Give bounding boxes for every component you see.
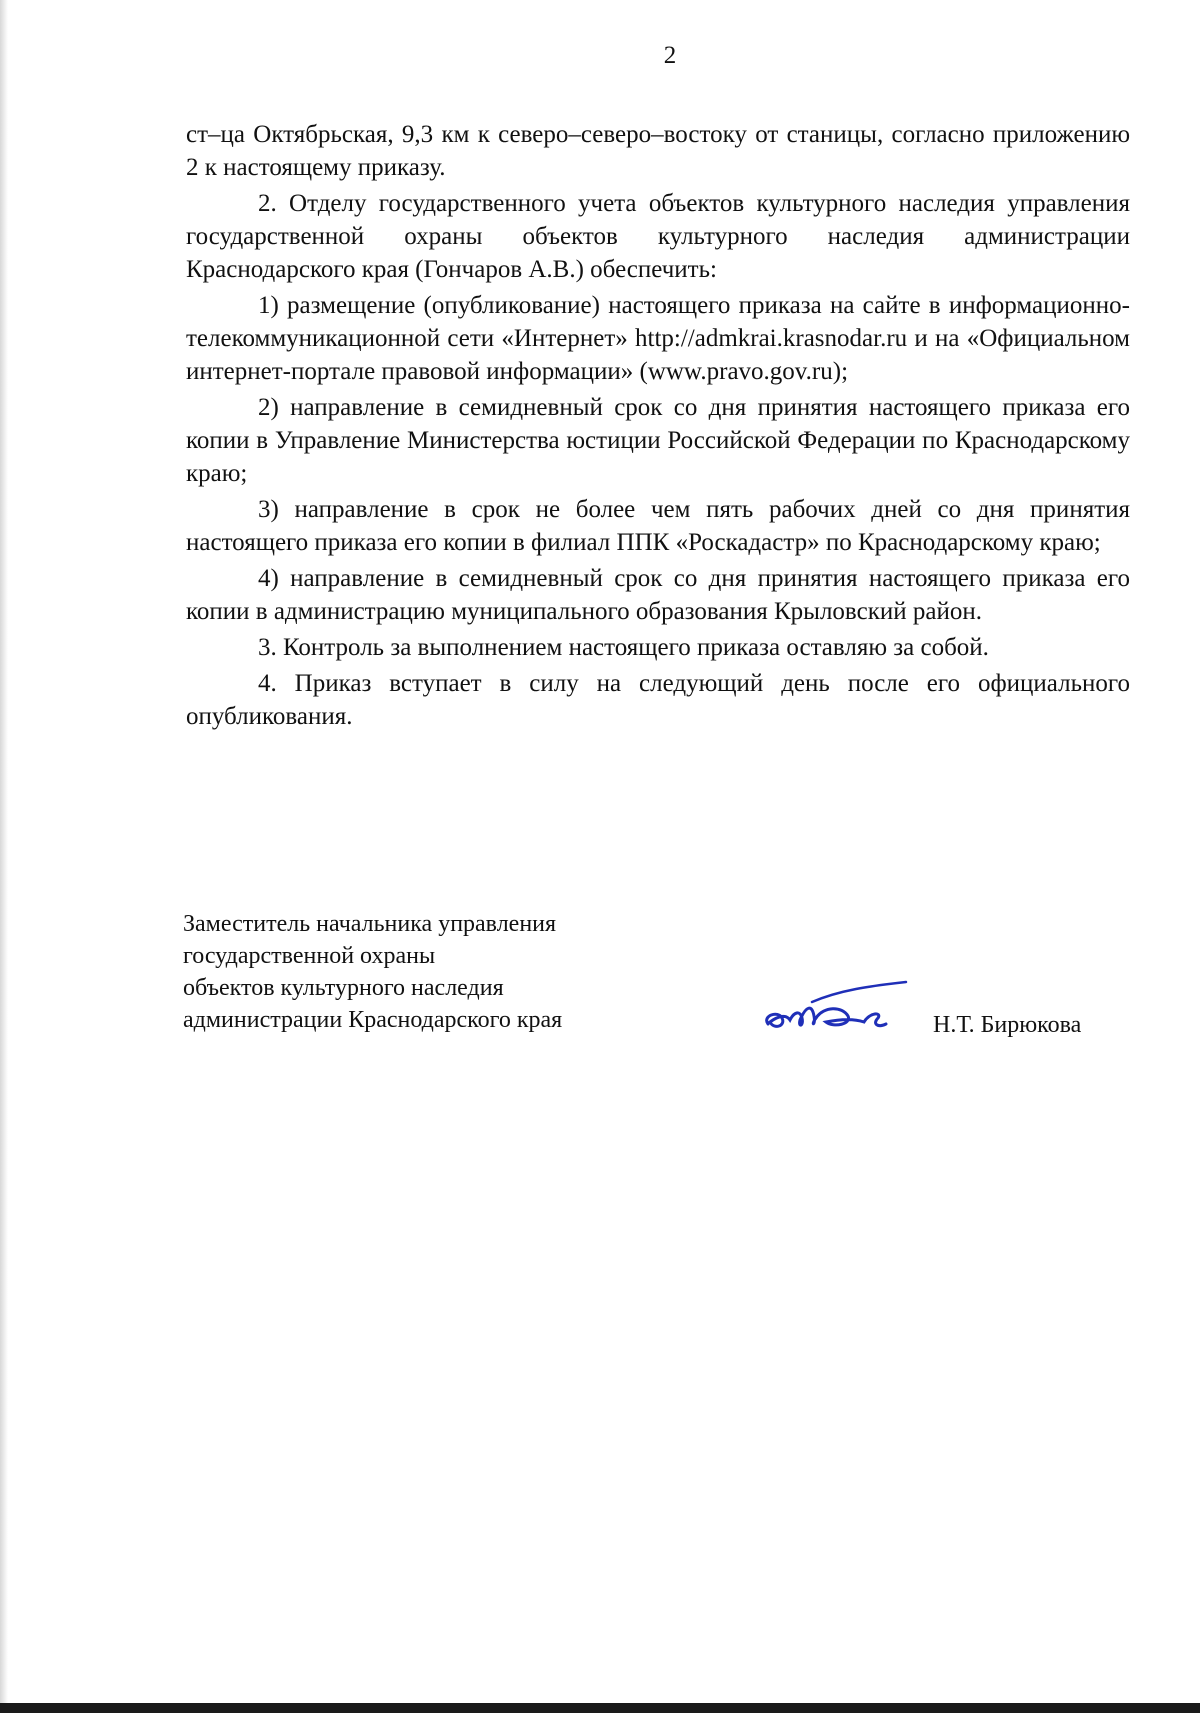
handwritten-signature — [760, 976, 910, 1036]
paragraph-subitem-2: 2) направление в семидневный срок со дня принятия настоящего приказа его копии в Управление Министерства юстиции Российской Федерации по Краснодарскому краю; — [186, 394, 1130, 487]
paragraph-item-2: 2. Отделу государственного учета объектов культурного наследия управления государственной охраны объектов культурного наследия администрации Краснодарского края (Гончаров А.В.) обеспечить: — [186, 190, 1130, 283]
signer-name: Н.Т. Бирюкова — [933, 1012, 1082, 1038]
scan-edge-shadow — [0, 0, 8, 1713]
paragraph-subitem-1: 1) размещение (опубликование) настоящего приказа на сайте в информационно-телекоммуникационной сети «Интернет» http://admkrai.krasnodar.ru и на «Официальном интернет-портале правовой информации» (www.pravo.gov.ru); — [186, 292, 1130, 385]
order-body — [186, 118, 1130, 736]
position-line: администрации Краснодарского края — [183, 1007, 563, 1033]
paragraph-subitem-4: 4) направление в семидневный срок со дня принятия настоящего приказа его копии в администрацию муниципального образования Крыловский район. — [186, 565, 1130, 625]
position-line: объектов культурного наследия — [183, 975, 504, 1001]
paragraph-item-4: 4. Приказ вступает в силу на следующий день после его официального опубликования. — [186, 670, 1130, 730]
position-line: Заместитель начальника управления — [183, 911, 557, 937]
signatory-position — [183, 908, 562, 1036]
paragraph-subitem-3: 3) направление в срок не более чем пять рабочих дней со дня принятия настоящего приказа его копии в филиал ППК «Роскадастр» по Краснодарскому краю; — [186, 496, 1130, 556]
page-number: 2 — [663, 42, 677, 69]
position-line: государственной охраны — [183, 943, 436, 969]
paragraph-continuation: ст–ца Октябрьская, 9,3 км к северо–северо–востоку от станицы, согласно приложению 2 к настоящему приказу. — [186, 121, 1130, 181]
scan-bottom-edge — [0, 1703, 1200, 1713]
paragraph-item-3: 3. Контроль за выполнением настоящего приказа оставляю за собой. — [258, 634, 989, 661]
